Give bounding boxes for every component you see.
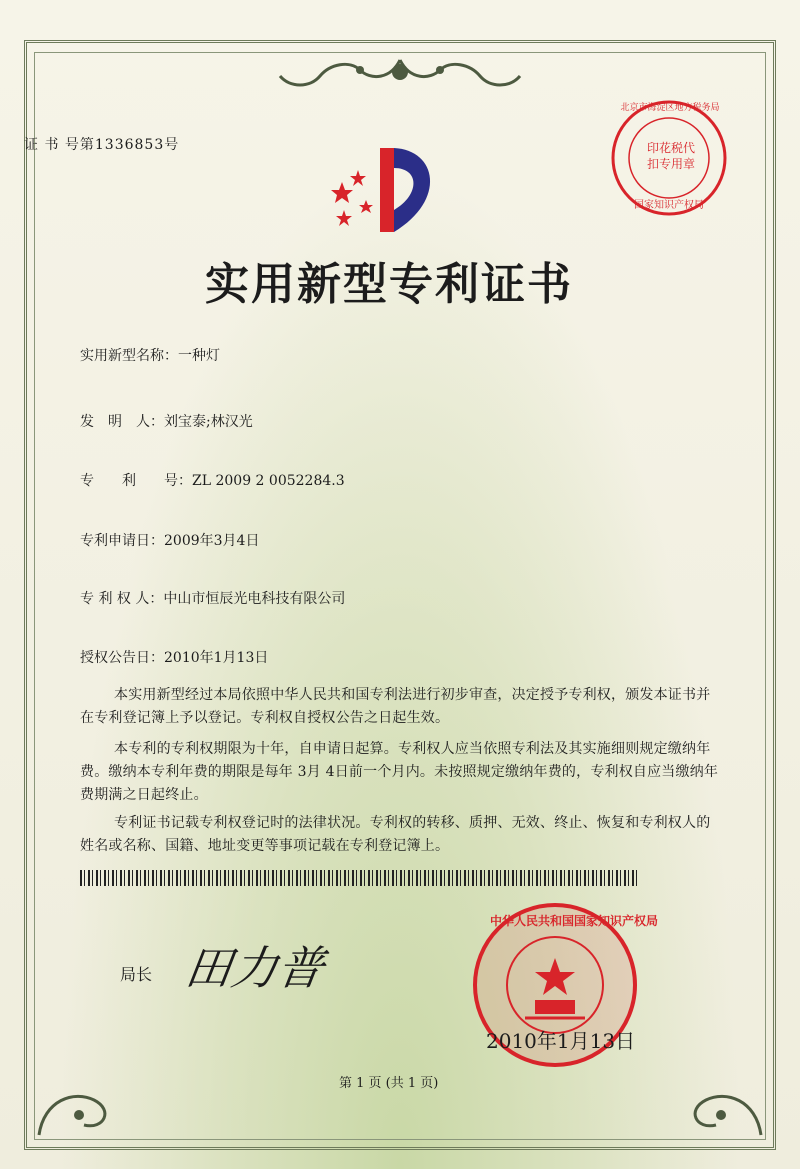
page-title: 实用新型专利证书: [205, 259, 573, 310]
director-label: 局长: [120, 965, 153, 984]
field-label: 专利申请日：: [80, 533, 164, 549]
field-value: 中山市恒辰光电科技有限公司: [163, 591, 346, 607]
tax-stamp-center-text: 印花税代扣专用章: [646, 141, 695, 171]
field-value: 刘宝泰;林汉光: [164, 414, 253, 430]
tax-stamp-ring-text: 北京市海淀区地方税务局: [620, 103, 720, 113]
paragraph-patent-term: 本专利的专利权期限为十年，自申请日起算。专利权人应当依照专利法及其实施细则规定缴纳年费。缴纳本专利年费的期限是每年 3月 4日前一个月内。未按照规定缴纳年费的，专利权自应当缴纳年费期满之日起终止。: [80, 741, 719, 803]
barcode: [80, 870, 640, 886]
field-patentee: [80, 588, 345, 608]
field-label: 专 利 权 人：: [80, 591, 164, 607]
field-label: 专 利 号：: [80, 473, 192, 489]
field-value: 2009年3月4日: [164, 533, 260, 549]
bottom-right-ornament-icon: [676, 1070, 766, 1140]
field-inventors: [80, 411, 253, 431]
paragraph-grant-notice: 本实用新型经过本局依照中华人民共和国专利法进行初步审查，决定授予专利权，颁发本证书并在专利登记簿上予以登记。专利权自授权公告之日起生效。: [80, 687, 711, 726]
field-label: 实用新型名称：: [80, 348, 178, 364]
patent-office-logo-icon: [322, 140, 452, 240]
top-ornament-icon: [250, 50, 550, 100]
field-patent-number: [80, 470, 345, 490]
paragraph-legal-status: 专利证书记载专利权登记时的法律状况。专利权的转移、质押、无效、终止、恢复和专利权人的姓名或名称、国籍、地址变更等事项记载在专利登记簿上。: [80, 815, 711, 854]
field-application-date: [80, 530, 259, 550]
field-label: 发 明 人：: [80, 414, 164, 430]
field-value: ZL 2009 2 0052284.3: [192, 473, 345, 489]
bottom-left-ornament-icon: [34, 1070, 124, 1140]
tax-stamp-bottom-text: 国家知识产权局: [634, 200, 704, 211]
seal-date: 2010年1月13日: [486, 1029, 636, 1053]
field-utility-model-name: [80, 345, 220, 365]
field-grant-date: [80, 647, 268, 667]
director-signature: 田力普: [181, 941, 328, 995]
field-label: 授权公告日：: [80, 650, 164, 666]
field-value: 一种灯: [178, 348, 220, 364]
certificate-number: 证 书 号第1336853号: [24, 137, 180, 153]
page-footer: 第 1 页 (共 1 页): [339, 1076, 439, 1091]
field-value: 2010年1月13日: [164, 650, 269, 666]
official-seal-text: 中华人民共和国国家知识产权局: [490, 914, 659, 928]
